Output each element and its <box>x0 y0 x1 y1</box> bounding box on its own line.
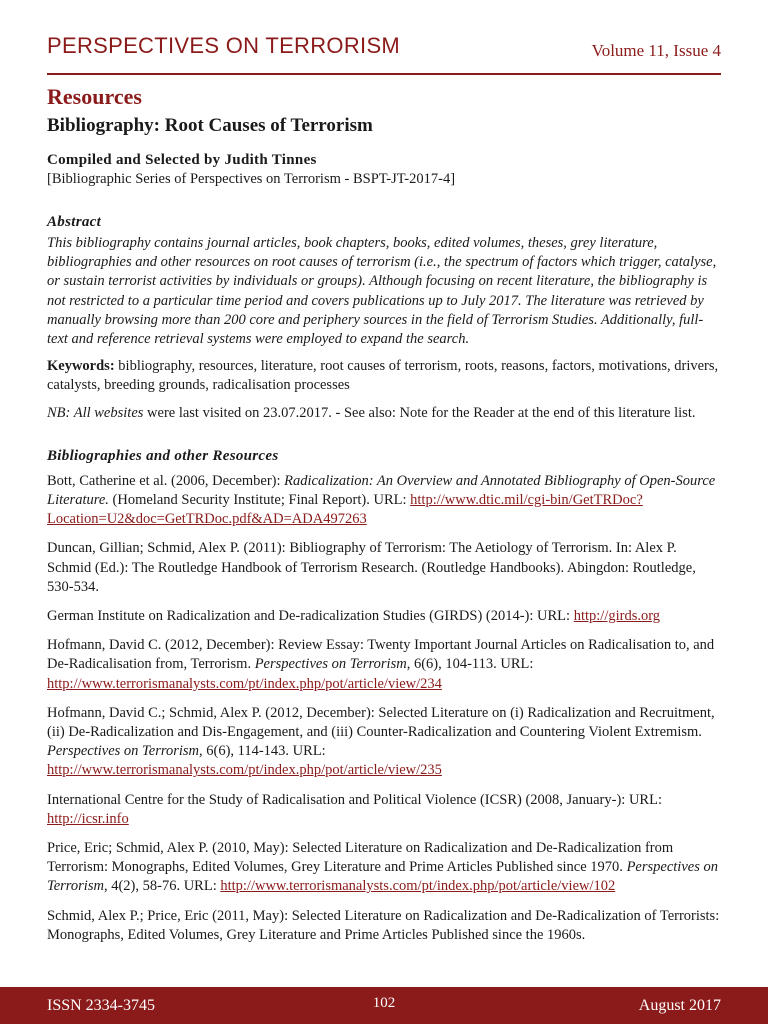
entry-italic: Perspectives on Terrorism <box>47 859 718 895</box>
bib-entry <box>47 472 721 530</box>
entry-text: International Centre for the Study of Radicalisation and Political Violence (ICSR) (2008, January-): URL: <box>47 791 662 808</box>
journal-name: PERSPECTIVES ON TERRORISM <box>47 33 401 58</box>
publication-date: August 2017 <box>638 997 721 1014</box>
page-footer <box>0 987 768 1024</box>
abstract-heading: Abstract <box>47 214 102 230</box>
bib-entry <box>47 704 721 781</box>
entry-link[interactable]: http://www.terrorismanalysts.com/pt/index.php/pot/article/view/235 <box>47 762 442 779</box>
entry-text: Duncan, Gillian; Schmid, Alex P. (2011): Bibliography of Terrorism: The Aetiology of Terrorism. In: Alex P. Schmid (Ed.): The Routledge Handbook of Terrorism Research. (Routledge Handbooks). Abingdon: Routledge, 530-534. <box>47 540 696 595</box>
entry-italic: Perspectives on Terrorism <box>47 743 199 760</box>
bib-entry <box>47 907 721 945</box>
issn: ISSN 2334-3745 <box>47 997 156 1014</box>
entry-text: Hofmann, David C.; Schmid, Alex P. (2012, December): Selected Literature on (i) Radicalization and Recruitment, (ii) De-Radicalization and Dis-Engagement, and (iii) Counter-Radicalization and Countering Violent Extremism. <box>47 704 715 741</box>
bibliographies-heading: Bibliographies and other Resources <box>47 447 279 464</box>
abstract-text: This bibliography contains journal articles, book chapters, books, edited volumes, theses, grey literature, bibliographies and other resources on root causes of terrorism (i.e., the spectrum of factors which trigger, catalyse, or sustain terrorist activities by individuals or groups). Although focusing on recent literature, the bibliography is not restricted to a particular time period and covers publications up to July 2017. The literature was retrieved by manually browsing more than 200 core and periphery sources in the field of Terrorism Studies. Additionally, full-text and reference retrieval systems were employed to expand the search. <box>47 235 717 348</box>
entry-text: , 6(6), 114-143. URL: <box>198 743 326 760</box>
document-title: Bibliography: Root Causes of Terrorism <box>47 115 373 136</box>
entry-text: Schmid, Alex P.; Price, Eric (2011, May): Selected Literature on Radicalization and De-Radicalization of Terrorists: Monographs, Edited Volumes, Grey Literature and Prime Articles Published since the 1960s. <box>47 907 720 943</box>
keywords-label: Keywords: <box>47 358 115 375</box>
header-divider <box>47 73 721 75</box>
entry-italic: Perspectives on Terrorism <box>254 656 407 673</box>
bib-entry <box>47 607 721 626</box>
entry-link[interactable]: http://icsr.info <box>47 810 129 827</box>
keywords-text: bibliography, resources, literature, root causes of terrorism, roots, reasons, factors, motivations, drivers, catalysts, breeding grounds, radicalisation processes <box>47 358 719 394</box>
volume-issue: Volume 11, Issue 4 <box>591 41 721 60</box>
nb-note <box>47 404 721 423</box>
entry-link[interactable]: http://www.terrorismanalysts.com/pt/index.php/pot/article/view/102 <box>220 878 616 895</box>
entry-link[interactable]: http://www.terrorismanalysts.com/pt/index.php/pot/article/view/234 <box>47 675 442 692</box>
bib-entry <box>47 791 721 829</box>
entry-link[interactable]: http://www.dtic.mil/cgi-bin/GetTRDoc?Location=U2&doc=GetTRDoc.pdf&AD=ADA497263 <box>47 492 643 528</box>
bib-entry <box>47 539 721 597</box>
entry-text: , 6(6), 104-113. URL: <box>406 656 534 673</box>
main-content <box>47 82 721 945</box>
entry-text: German Institute on Radicalization and De-radicalization Studies (GIRDS) (2014-): URL: <box>47 608 574 625</box>
page-header <box>47 33 721 73</box>
page-number: 102 <box>372 995 396 1011</box>
entry-text: Bott, Catherine et al. (2006, December): <box>47 472 285 489</box>
entry-italic: Radicalization: An Overview and Annotated Bibliography of Open-Source Literature. <box>47 472 716 509</box>
nb-text: were last visited on 23.07.2017. - See also: Note for the Reader at the end of this literature list. <box>143 404 696 421</box>
entry-text: (Homeland Security Institute; Final Report). URL: <box>108 492 411 509</box>
bib-entry <box>47 839 721 897</box>
keywords <box>47 357 721 395</box>
entry-link[interactable]: http://girds.org <box>573 608 661 625</box>
bib-entry <box>47 636 721 694</box>
series-note: [Bibliographic Series of Perspectives on Terrorism - BSPT-JT-2017-4] <box>47 171 456 187</box>
entry-text: , 4(2), 58-76. URL: <box>103 878 221 895</box>
entry-text: Price, Eric; Schmid, Alex P. (2010, May): Selected Literature on Radicalization and De-Radicalization from Terrorism: Monographs, Edited Volumes, Grey Literature and Prime Articles Published since 1970. <box>47 840 674 876</box>
compiled-by: Compiled and Selected by Judith Tinnes <box>47 152 317 168</box>
section-title: Resources <box>47 84 142 109</box>
entry-text: Hofmann, David C. (2012, December): Review Essay: Twenty Important Journal Articles on Radicalisation to, and De-Radicalisation from, Terrorism. <box>47 637 715 673</box>
nb-italic: NB: All websites <box>47 404 144 421</box>
